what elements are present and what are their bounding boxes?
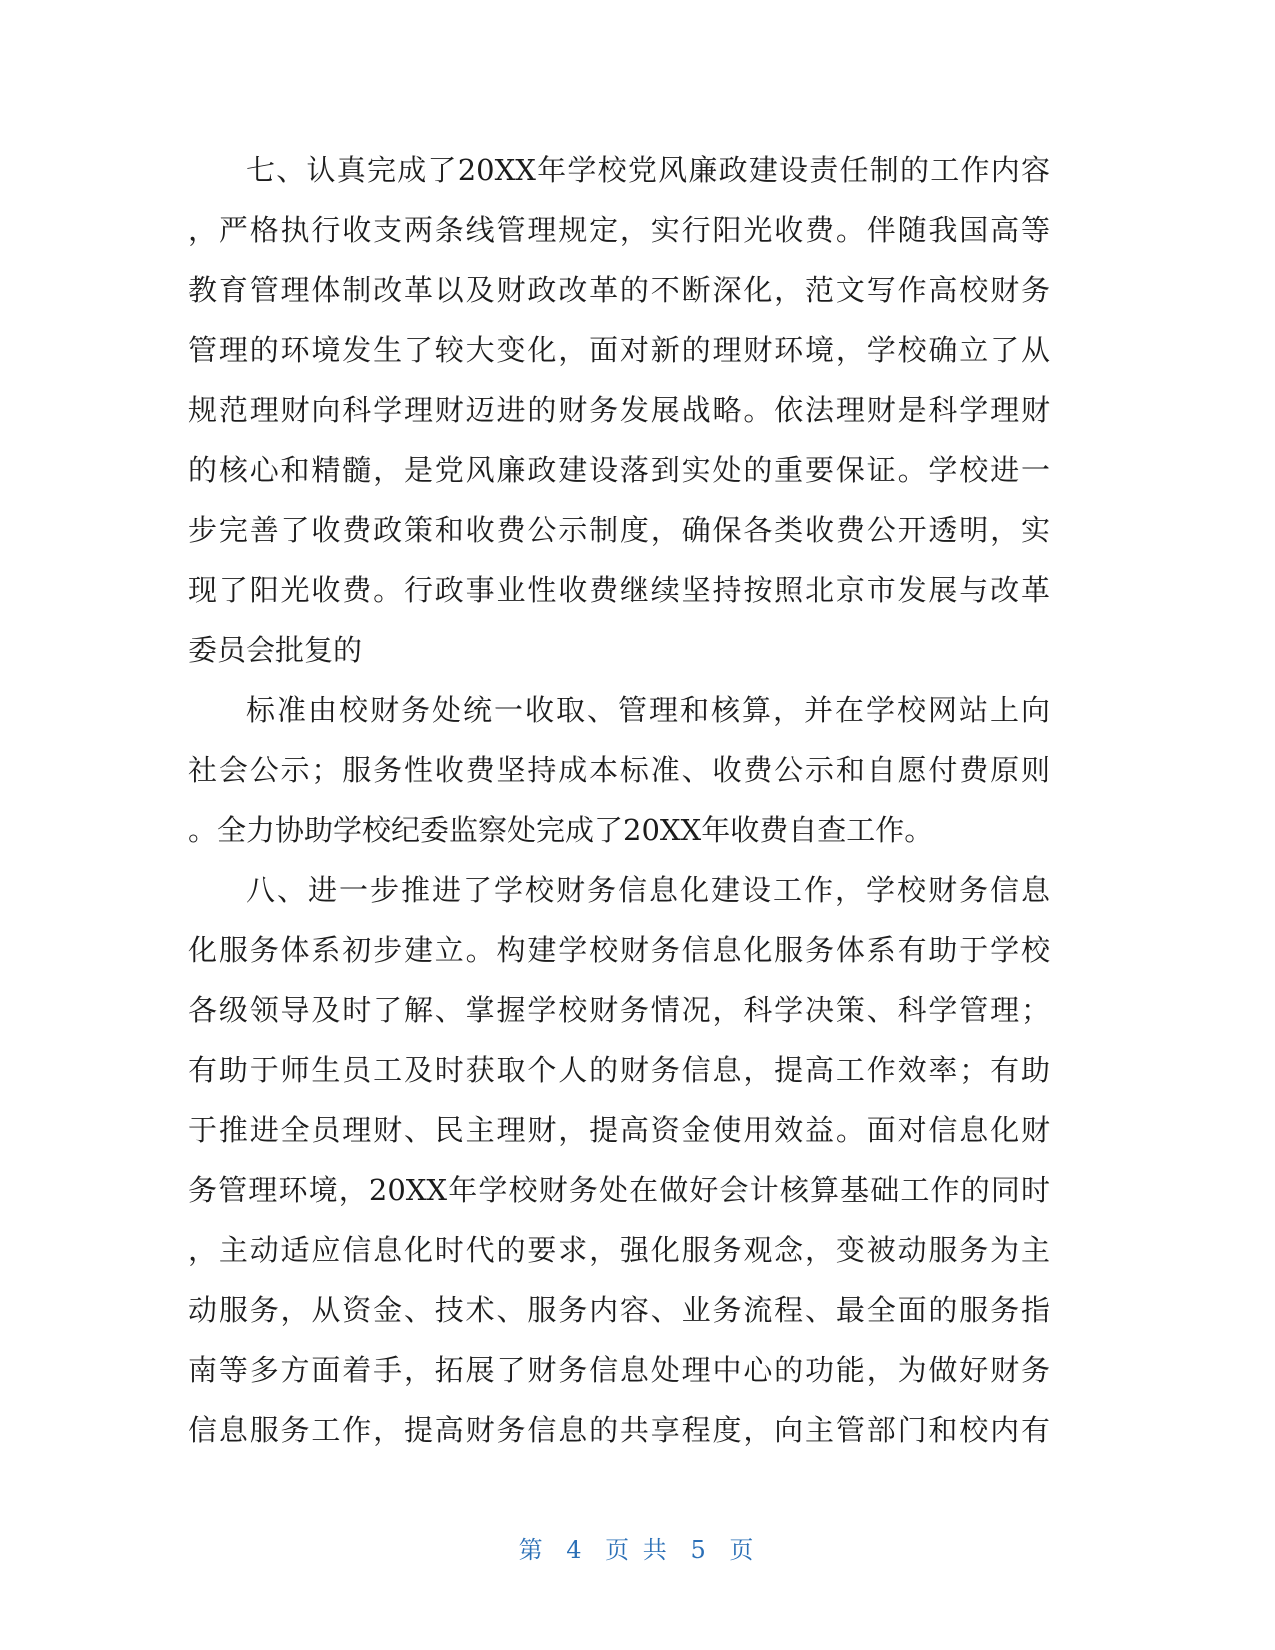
text-line: 南等多方面着手，拓展了财务信息处理中心的功能，为做好财务 (188, 1353, 1050, 1387)
text-line: 社会公示；服务性收费坚持成本标准、收费公示和自愿付费原则 (188, 753, 1050, 787)
body-text (188, 140, 1050, 1460)
text-line: 规范理财向科学理财迈进的财务发展战略。依法理财是科学理财 (188, 393, 1050, 427)
text-line: 动服务，从资金、技术、服务内容、业务流程、最全面的服务指 (188, 1293, 1050, 1327)
footer-suffix: 页 (729, 1536, 757, 1564)
text-line: 化服务体系初步建立。构建学校财务信息化服务体系有助于学校 (188, 933, 1050, 967)
text-line: 于推进全员理财、民主理财，提高资金使用效益。面对信息化财 (188, 1113, 1050, 1147)
text-line: 教育管理体制改革以及财政改革的不断深化，范文写作高校财务 (188, 273, 1050, 307)
text-line: 信息服务工作，提高财务信息的共享程度，向主管部门和校内有 (188, 1413, 1050, 1447)
text-line: 步完善了收费政策和收费公示制度，确保各类收费公开透明，实 (188, 513, 1050, 547)
text-line: 务管理环境，20XX年学校财务处在做好会计核算基础工作的同时 (188, 1173, 1050, 1207)
text-line: 的核心和精髓，是党风廉政建设落到实处的重要保证。学校进一 (188, 453, 1050, 487)
text-line: 七、认真完成了20XX年学校党风廉政建设责任制的工作内容 (246, 153, 1050, 187)
text-line: 。全力协助学校纪委监察处完成了20XX年收费自查工作。 (188, 813, 934, 847)
footer-prefix: 第 (518, 1536, 546, 1564)
text-line: ，严格执行收支两条线管理规定，实行阳光收费。伴随我国高等 (188, 213, 1050, 247)
footer-total-pages: 5 (690, 1536, 709, 1564)
footer-middle: 页 共 (605, 1536, 670, 1564)
text-line: 委员会批复的 (188, 633, 363, 667)
text-line: 各级领导及时了解、掌握学校财务情况，科学决策、科学管理； (188, 993, 1050, 1027)
footer-page-number: 4 (566, 1536, 585, 1564)
page-footer (0, 1530, 1275, 1565)
text-line: ，主动适应信息化时代的要求，强化服务观念，变被动服务为主 (188, 1233, 1050, 1267)
text-line: 有助于师生员工及时获取个人的财务信息，提高工作效率；有助 (188, 1053, 1050, 1087)
text-line: 管理的环境发生了较大变化，面对新的理财环境，学校确立了从 (188, 333, 1050, 367)
text-line: 标准由校财务处统一收取、管理和核算，并在学校网站上向 (246, 693, 1050, 727)
text-line: 现了阳光收费。行政事业性收费继续坚持按照北京市发展与改革 (188, 573, 1050, 607)
text-line: 八、进一步推进了学校财务信息化建设工作，学校财务信息 (246, 873, 1050, 907)
